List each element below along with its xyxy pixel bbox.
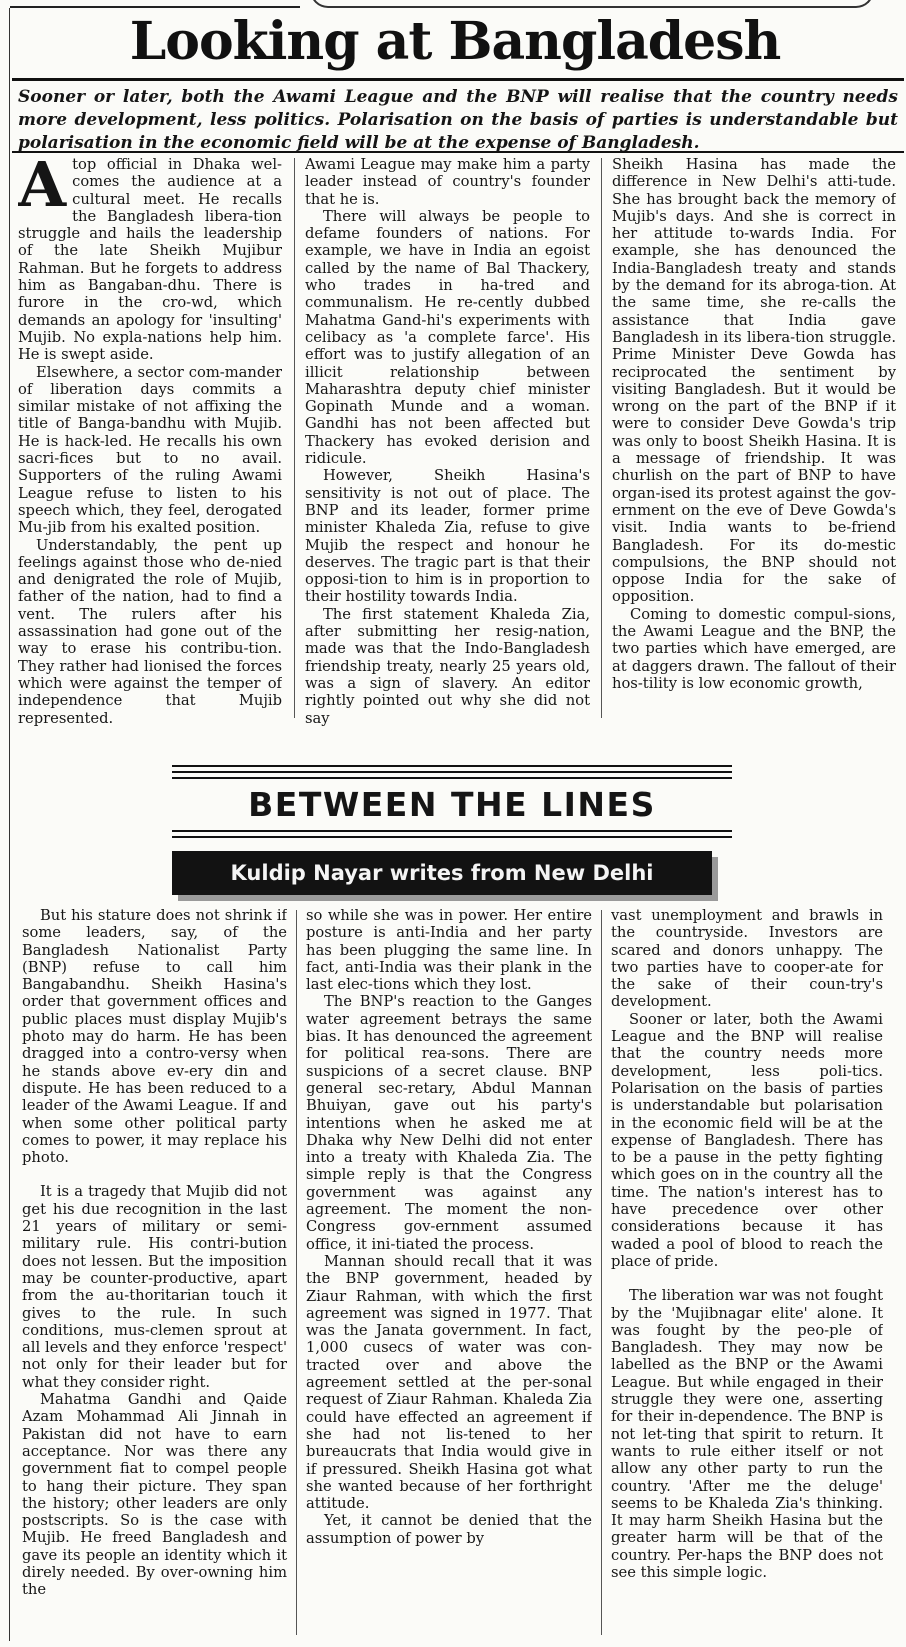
headline: Looking at Bangladesh [129, 11, 781, 72]
top-border-curve [310, 0, 874, 8]
paragraph: Sheikh Hasina has made the difference in New Delhi's atti-tude. She has brought back the memory of Mujib's days. And she is correct in her attitude to-wards India. For example, she has denounced the India-Bangladesh treaty and stands by the demand for its abroga-tion. At the same time, she re-calls the assistance that India gave Bangladesh in its libera-tion struggle. Prime Minister Deve Gowda has reciprocated the sentiment by visiting Bangladesh. But it would be wrong on the part of the BNP if it were to consider Deve Gowda's trip was only to boost Sheikh Hasina. It is a message of friendship. It was churlish on the part of BNP to have organ-ised its protest against the gov-ernment on the eve of Deve Gowda's visit. India wants to be-friend Bangladesh. For its do-mestic compulsions, the BNP should not oppose India for the sake of opposition. [612, 156, 896, 606]
column-divider [296, 910, 297, 1635]
paragraph: Mahatma Gandhi and Qaide Azam Mohammad Ali Jinnah in Pakistan did not have to earn acceptance. Nor was there any government fiat to compel people to hang their picture. They span the history; other leaders are only postscripts. So is the case with Mujib. He freed Bangladesh and gave its people an identity which it direly needed. By over-owning him the [22, 1391, 287, 1599]
paragraph: However, Sheikh Hasina's sensitivity is not out of place. The BNP and its leader, former prime minister Khaleda Zia, refuse to give Mujib the respect and honour he deserves. The tragic part is that their opposi-tion to him is in proportion to their hostility towards India. [305, 467, 590, 606]
paragraph: Yet, it cannot be denied that the assumption of power by [306, 1512, 592, 1547]
column-logo-rules-bottom [172, 830, 732, 842]
paragraph: so while she was in power. Her entire posture is anti-India and her party has been plugging the same line. In fact, anti-India was their plank in the last elec-tions which they lost. [306, 907, 592, 994]
column-divider [601, 910, 602, 1635]
top-column-1 [18, 156, 282, 726]
paragraph: There will always be people to defame founders of nations. For example, we have in India an egoist called by the name of Bal Thackery, who trades in ha-tred and communalism. He re-cently dubbed Mahatma Gand-hi's experiments with celibacy as 'a complete farce'. His effort was to justify allegation of an illicit relationship between Maharashtra deputy chief minister Gopinath Munde and a woman. Gandhi has not been affected but Thackery has evoked derision and ridicule. [305, 207, 590, 468]
deck-rule [12, 151, 904, 153]
top-column-2 [305, 156, 590, 726]
paragraph: Elsewhere, a sector com-mander of liberation days commits a similar mistake of not affixing the title of Banga-bandhu with Mujib. He is hack-led. He recalls his own sacri-fices but to no avail. Supporters of the ruling Awami League refuse to listen to his speech which, they feel, derogated Mu-jib from his exalted position. [18, 363, 282, 537]
paragraph: Understandably, the pent up feelings against those who de-nied and denigrated the role of Mujib, father of the nation, had to find a vent. The rulers after his assassination had gone out of the way to erase his contribu-tion. They rather had lionised the forces which were against the temper of independence that Mujib represented. [18, 536, 282, 726]
paragraph: Coming to domestic compul-sions, the Awami League and the BNP, the two parties which have emerged, are at daggers drawn. The fallout of their hos-tility is low economic growth, [612, 605, 896, 692]
paragraph: Atop official in Dhaka wel-comes the audience at a cultural meet. He recalls the Bangladesh libera-tion struggle and hails the leadership of the late Sheikh Mujibur Rahman. But he forgets to address him as Bangaban-dhu. There is furore in the cro-wd, which demands an apology for 'insulting' Mujib. No expla-nations help him. He is swept aside. [18, 156, 282, 364]
paragraph: But his stature does not shrink if some leaders, say, of the Bangladesh Nationalist Party (BNP) refuse to call him Bangabandhu. Sheikh Hasina's order that government offices and public places must display Mujib's photo may do harm. He has been dragged into a contro-versy when he stands above ev-ery din and dispute. He has been reduced to a leader of the Awami League. If and when some other political party comes to power, it may replace his photo. [22, 907, 287, 1167]
paragraph: It is a tragedy that Mujib did not get his due recognition in the last 21 years of military or semi-military rule. His contri-bution does not lessen. But the imposition may be counter-productive, apart from the au-thoritarian touch it gives to the rule. In such conditions, mus-clemen sprout at all levels and they enforce 'respect' not only for their leader but for what they consider right. [22, 1183, 287, 1391]
bottom-column-2 [306, 907, 592, 1642]
left-page-rule [9, 8, 10, 1641]
bottom-column-1 [22, 907, 287, 1642]
deck: Sooner or later, both the Awami League and the BNP will realise that the country needs more development, less politics. Polarisation on the basis of parties is understandable but polarisation in the economic field will be at the expense of Bangladesh. [18, 87, 898, 153]
paragraph: Mannan should recall that it was the BNP government, headed by Ziaur Rahman, with which the first agreement was signed in 1977. That was the Janata government. In fact, 1,000 cusecs of water was con-tracted over and above the agreement settled at the per-sonal request of Ziaur Rahman. Khaleda Zia could have effected an agreement if she had not lis-tened to her bureaucrats that India would give in if pressured. Sheikh Hasina got what she wanted because of her forthright attitude. [306, 1252, 592, 1513]
bottom-column-3 [611, 907, 883, 1642]
headline-rule [12, 78, 904, 81]
column-title: BETWEEN THE LINES [248, 785, 656, 824]
paragraph: vast unemployment and brawls in the countryside. Investors are scared and donors unhappy. The two parties have to cooper-ate for the sake of their coun-try's development. [611, 907, 883, 1011]
column-divider [601, 158, 602, 718]
top-border-left [10, 6, 300, 8]
byline: Kuldip Nayar writes from New Delhi [172, 851, 712, 895]
paragraph: The liberation war was not fought by the 'Mujibnagar elite' alone. It was fought by the peo-ple of Bangladesh. They may now be labelled as the BNP or the Awami League. But while engaged in their struggle they were one, asserting for their in-dependence. The BNP is not let-ting that spirit to return. It wants to rule either itself or not allow any other party to run the country. 'After me the deluge' seems to be Khaleda Zia's thinking. It may harm Sheikh Hasina but the greater harm will be that of the country. Per-haps the BNP does not see this simple logic. [611, 1287, 883, 1581]
column-logo-rules-top [172, 765, 732, 783]
paragraph: Sooner or later, both the Awami League and the BNP will realise that the country needs more development, less poli-tics. Polarisation on the basis of parties is understandable but polarisation in the economic field will be at the expense of Bangladesh. There has to be a pause in the petty fighting which goes on in the country all the time. The nation's interest has to have precedence over other considerations because it has waded a pool of blood to reach the place of pride. [611, 1010, 883, 1270]
drop-cap: A [18, 156, 67, 221]
paragraph: Awami League may make him a party leader instead of country's founder that he is. [305, 156, 590, 208]
paragraph: The first statement Khaleda Zia, after submitting her resig-nation, made was that the Indo-Bangladesh friendship treaty, nearly 25 years old, was a sign of slavery. An editor rightly pointed out why she did not say [305, 605, 590, 726]
column-divider [294, 158, 295, 718]
paragraph: The BNP's reaction to the Ganges water agreement betrays the same bias. It has denounced the agreement for political rea-sons. There are suspicions of a secret clause. BNP general sec-retary, Abdul Mannan Bhuiyan, gave out his party's intentions when he asked me at Dhaka why New Delhi did not enter into a treaty with Khaleda Zia. The simple reply is that the Congress government was against any agreement. The moment the non-Congress gov-ernment assumed office, it ini-tiated the process. [306, 993, 592, 1253]
top-column-3 [612, 156, 896, 726]
